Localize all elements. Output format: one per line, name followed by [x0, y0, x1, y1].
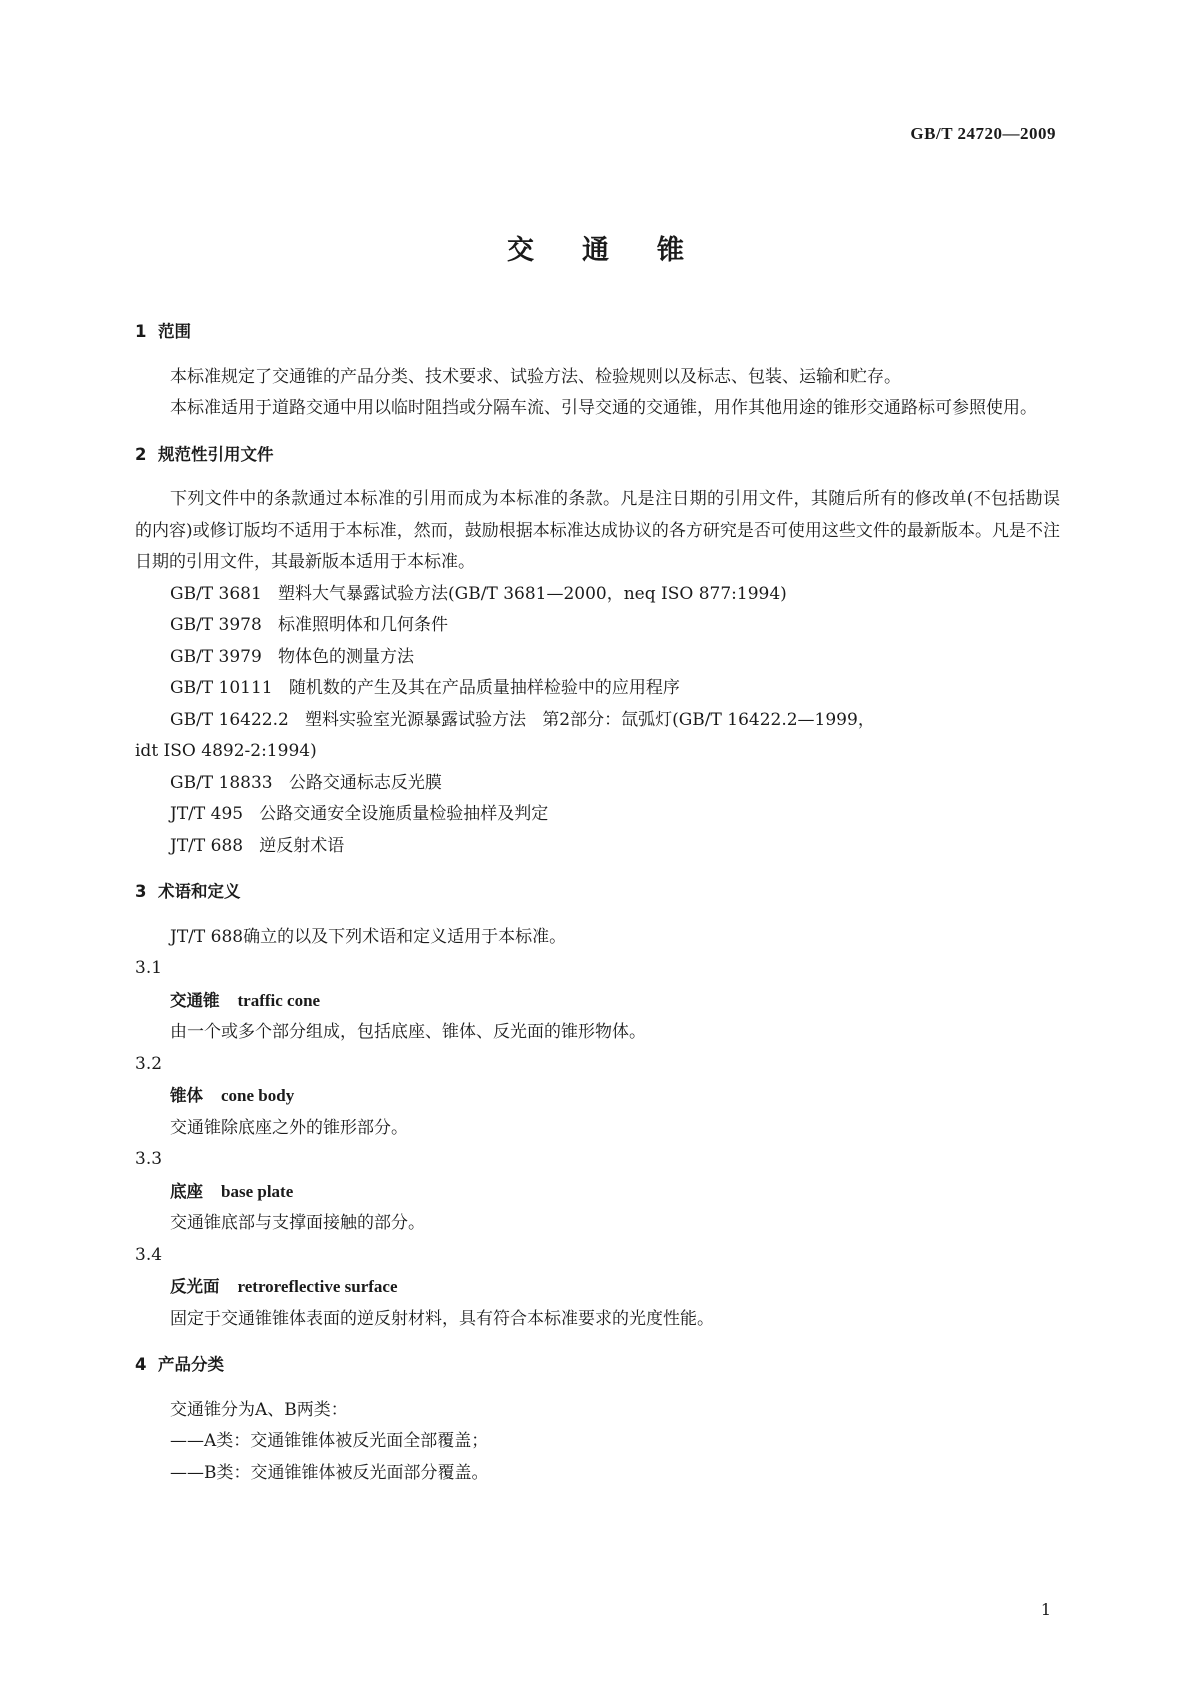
section-heading-scope: 1 范围	[135, 322, 191, 341]
term-definition: 由一个或多个部分组成，包括底座、锥体、反光面的锥形物体。	[170, 1022, 646, 1042]
reference-item: GB/T 18833 公路交通标志反光膜	[170, 772, 442, 793]
term-definition: 固定于交通锥锥体表面的逆反射材料，具有符合本标准要求的光度性能。	[170, 1308, 714, 1329]
term-definition: 交通锥底部与支撑面接触的部分。	[170, 1213, 425, 1233]
reference-item: JT/T 495 公路交通安全设施质量检验抽样及判定	[170, 804, 549, 824]
paragraph: 交通锥分为A、B两类：	[170, 1399, 348, 1420]
reference-item: GB/T 3681 塑料大气暴露试验方法(GB/T 3681—2000，neq ISO 877:1994)	[170, 583, 787, 604]
reference-item: GB/T 3978 标准照明体和几何条件	[170, 615, 449, 635]
list-item: ——A类：交通锥锥体被反光面全部覆盖；	[170, 1431, 489, 1451]
reference-item: GB/T 16422.2 塑料实验室光源暴露试验方法 第2部分：氙弧灯(GB/T 16422.2—1999，	[170, 709, 875, 730]
section-heading-product-classification: 4 产品分类	[135, 1355, 224, 1374]
term-entry	[135, 1176, 1060, 1209]
term-cn: 交通锥	[170, 990, 220, 1010]
term-number: 3.1	[135, 958, 163, 978]
page-number: 1	[1040, 1600, 1051, 1619]
paragraph: JT/T 688确立的以及下列术语和定义适用于本标准。	[170, 926, 567, 947]
reference-item: GB/T 3979 物体色的测量方法	[170, 646, 415, 667]
reference-item: JT/T 688 逆反射术语	[170, 835, 345, 856]
term-entry	[135, 985, 1060, 1018]
paragraph: 本标准规定了交通锥的产品分类、技术要求、试验方法、检验规则以及标志、包装、运输和贮存。	[170, 366, 901, 387]
term-en: traffic cone	[237, 990, 321, 1010]
document-body	[135, 316, 1060, 1489]
document-title: 交通锥	[507, 235, 732, 266]
list-item: ——B类：交通锥锥体被反光面部分覆盖。	[170, 1462, 489, 1483]
reference-item: GB/T 10111 随机数的产生及其在产品质量抽样检验中的应用程序	[170, 678, 680, 698]
standard-number: GB/T 24720—2009	[910, 124, 1056, 143]
term-entry	[135, 1271, 1060, 1304]
term-en: cone body	[221, 1086, 295, 1105]
term-number: 3.2	[135, 1053, 163, 1074]
term-cn: 反光面	[170, 1277, 220, 1296]
term-en: retroreflective surface	[237, 1277, 398, 1296]
term-en: base plate	[221, 1181, 294, 1201]
term-number: 3.4	[135, 1244, 163, 1265]
paragraph: 下列文件中的条款通过本标准的引用而成为本标准的条款。凡是注日期的引用文件，其随后所有的修改单(不包括勘误的内容)或修订版均不适用于本标准，然而，鼓励根据本标准达成协议的各方研究是否可使用这些文件的最新版本。凡是不注日期的引用文件，其最新版本适用于本标准。	[135, 489, 1060, 572]
section-heading-terms-definitions: 3 术语和定义	[135, 882, 241, 901]
term-number: 3.3	[135, 1149, 163, 1169]
section-heading-normative-references: 2 规范性引用文件	[135, 444, 274, 464]
term-cn: 锥体	[170, 1086, 203, 1105]
paragraph: 本标准适用于道路交通中用以临时阻挡或分隔车流、引导交通的交通锥，用作其他用途的锥形交通路标可参照使用。	[170, 398, 1037, 418]
term-cn: 底座	[170, 1181, 203, 1201]
term-definition: 交通锥除底座之外的锥形部分。	[170, 1117, 408, 1138]
term-entry	[135, 1080, 1060, 1113]
reference-item-continuation: idt ISO 4892-2:1994)	[135, 741, 317, 761]
